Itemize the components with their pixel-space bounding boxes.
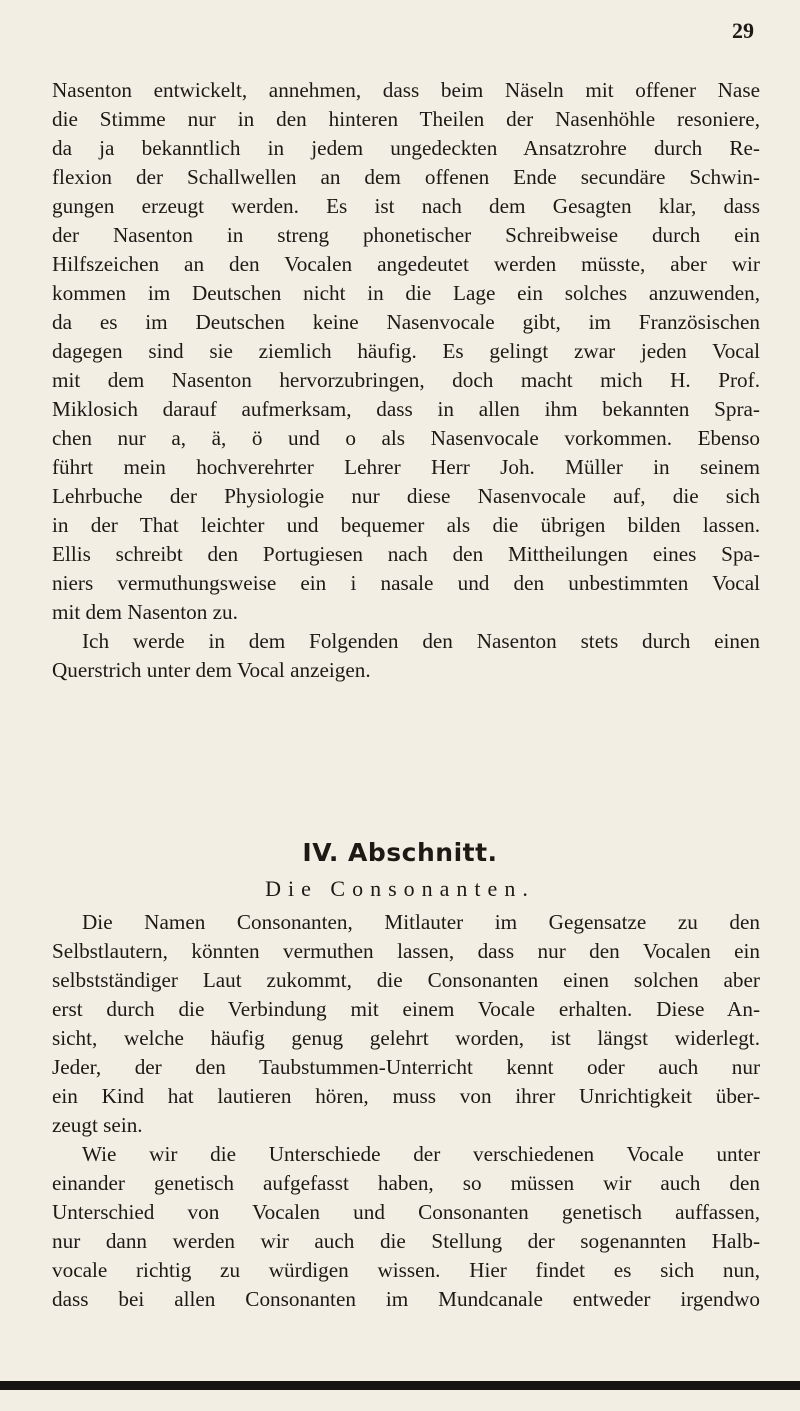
paragraph-1 [52,76,760,627]
text-line: selbstständiger Laut zukommt, die Consonanten einen solchen aber [52,968,760,992]
text-line: niers vermuthungsweise ein i nasale und den unbestimmten Vocal [52,571,760,595]
text-line: vocale richtig zu würdigen wissen. Hier findet es sich nun, [52,1258,760,1282]
text-line: Miklosich darauf aufmerksam, dass in allen ihm bekannten Spra- [52,397,760,421]
text-line: Selbstlautern, könnten vermuthen lassen, dass nur den Vocalen ein [52,939,760,963]
text-line: ein Kind hat lautieren hören, muss von ihrer Unrichtigkeit über- [52,1084,760,1108]
text-line: chen nur a, ä, ö und o als Nasenvocale vorkommen. Ebenso [52,426,760,450]
text-line: flexion der Schallwellen an dem offenen Ende secundäre Schwin- [52,165,760,189]
text-line: mit dem Nasenton hervorzubringen, doch macht mich H. Prof. [52,368,760,392]
text-line: dass bei allen Consonanten im Mundcanale entweder irgendwo [52,1287,760,1311]
scan-edge-bar [0,1381,800,1390]
text-line: Lehrbuche der Physiologie nur diese Nasenvocale auf, die sich [52,484,760,508]
text-line: Ich werde in dem Folgenden den Nasenton stets durch einen [82,629,760,653]
page-number: 29 [732,18,754,43]
text-block-lower [52,908,760,1314]
text-line: Unterschied von Vocalen und Consonanten genetisch auffassen, [52,1200,760,1224]
text-line: die Stimme nur in den hinteren Theilen der Nasenhöhle resoniere, [52,107,760,131]
text-line: Querstrich unter dem Vocal anzeigen. [52,658,371,682]
section-heading: IV. Abschnitt. [302,838,498,867]
text-line: da ja bekanntlich in jedem ungedeckten Ansatzrohre durch Re- [52,136,760,160]
text-line: Jeder, der den Taubstummen-Unterricht kennt oder auch nur [52,1055,760,1079]
text-line: Die Namen Consonanten, Mitlauter im Gegensatze zu den [82,910,760,934]
text-line: dagegen sind sie ziemlich häufig. Es gelingt zwar jeden Vocal [52,339,760,363]
section-subheading: Die Consonanten. [265,876,535,901]
text-line: der Nasenton in streng phonetischer Schreibweise durch ein [52,223,760,247]
paragraph-4 [52,1140,760,1314]
text-line: führt mein hochverehrter Lehrer Herr Joh. Müller in seinem [52,455,760,479]
text-line: kommen im Deutschen nicht in die Lage ein solches anzuwenden, [52,281,760,305]
text-line: mit dem Nasenton zu. [52,600,238,624]
text-line: in der That leichter und bequemer als die übrigen bilden lassen. [52,513,760,537]
text-line: da es im Deutschen keine Nasenvocale gibt, im Französischen [52,310,760,334]
text-line: Wie wir die Unterschiede der verschiedenen Vocale unter [82,1142,760,1166]
text-line: Ellis schreibt den Portugiesen nach den Mittheilungen eines Spa- [52,542,760,566]
text-line: Nasenton entwickelt, annehmen, dass beim Näseln mit offener Nase [52,78,760,102]
paragraph-2 [52,627,760,685]
paragraph-3 [52,908,760,1140]
text-line: sicht, welche häufig genug gelehrt worden, ist längst widerlegt. [52,1026,760,1050]
text-line: zeugt sein. [52,1113,143,1137]
text-line: nur dann werden wir auch die Stellung der sogenannten Halb- [52,1229,760,1253]
text-block-upper [52,76,760,685]
text-line: einander genetisch aufgefasst haben, so müssen wir auch den [52,1171,760,1195]
text-line: erst durch die Verbindung mit einem Vocale erhalten. Diese An- [52,997,760,1021]
text-line: Hilfszeichen an den Vocalen angedeutet werden müsste, aber wir [52,252,760,276]
text-line: gungen erzeugt werden. Es ist nach dem Gesagten klar, dass [52,194,760,218]
